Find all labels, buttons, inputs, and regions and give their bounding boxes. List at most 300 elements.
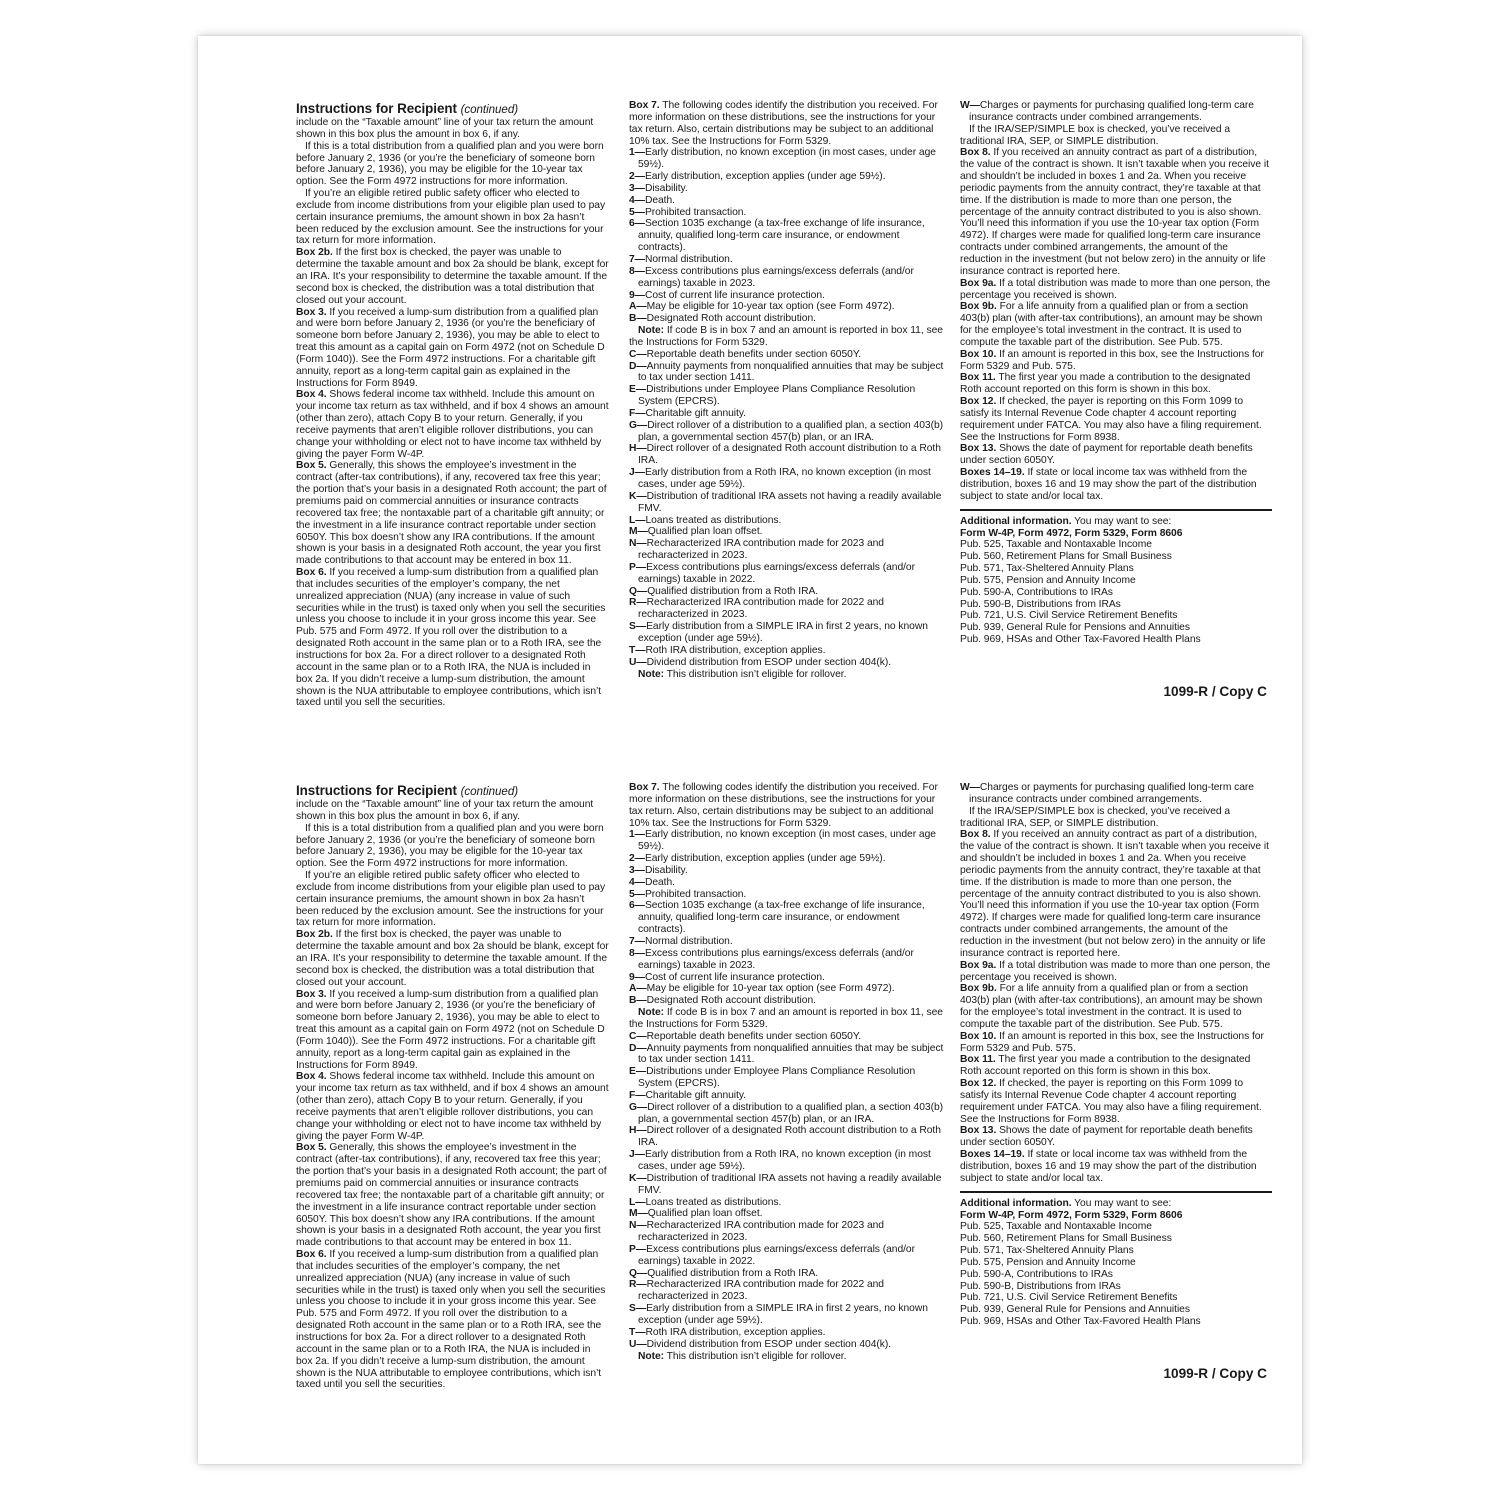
paragraph-label: Q— xyxy=(629,1267,648,1279)
paragraph-text: If you received an annuity contract as part of a distribution, the value of the contract is shown. It isn’t taxable when you receive it and shouldn’t be included in boxes 1 and 2a. When you receive periodic payments from the annuity contract, they’re taxable at that time. If the distribution is made to more than one person, the percentage of the annuity contract distributed to you is also shown. You’ll need this information if you use the 10-year tax option (Form 4972). If charges were made for qualified long-term care insurance contracts under combined arrangements, the amount of the reduction in the investment (but not below zero) in the annuity or life insurance contract is reported here. xyxy=(960,147,1269,277)
code-item xyxy=(629,1173,949,1197)
paragraph-text: For a life annuity from a qualified plan or from a section 403(b) plan (with after-tax contributions), an amount may be shown for the employee’s total investment in the contract. It is used to compute the taxable part of the distribution. See Pub. 575. xyxy=(960,301,1263,348)
paragraph-label: Box 2b. xyxy=(296,929,333,941)
code-item xyxy=(629,1220,949,1244)
code-item xyxy=(629,1197,949,1209)
instruction-paragraph xyxy=(296,117,609,141)
paragraph-label: 2— xyxy=(629,853,645,865)
paragraph-text: Loans treated as distributions. xyxy=(645,1196,782,1208)
code-item xyxy=(629,948,949,972)
paragraph-label: 3— xyxy=(629,864,645,876)
paragraph-text: Prohibited transaction. xyxy=(644,206,747,218)
instruction-paragraph xyxy=(296,1142,609,1249)
paragraph-text: The first year you made a contribution to the designated Roth account reported on this form is shown in this box. xyxy=(960,1054,1251,1078)
paragraph-text: Recharacterized IRA contribution made for 2022 and recharacterized in 2023. xyxy=(638,1279,884,1303)
paragraph-label: 5— xyxy=(629,206,645,218)
paragraph-text: Direct rollover of a designated Roth account distribution to a Roth IRA. xyxy=(638,1125,941,1149)
paragraph-label: W— xyxy=(960,782,980,793)
paragraph-text: This distribution isn’t eligible for rollover. xyxy=(664,668,847,680)
paragraph-text: Designated Roth account distribution. xyxy=(646,313,816,325)
paragraph-text: If you’re an eligible retired public safety officer who elected to exclude from income distributions from your eligible plan used to pay certain insurance premiums, the amount shown in box 2a hasn’t been reduced by the exclusion amount. See the instructions for your tax return for more information. xyxy=(296,870,606,929)
paragraph-label: N— xyxy=(629,1220,647,1232)
col3-paragraphs xyxy=(960,100,1272,503)
paragraph-text: Disability. xyxy=(644,182,688,194)
code-item xyxy=(629,420,949,444)
paragraph-text: Shows the date of payment for reportable death benefits under section 6050Y. xyxy=(960,1125,1253,1149)
instruction-paragraph xyxy=(629,1007,949,1031)
paragraph-label: 1— xyxy=(629,147,645,159)
code-item xyxy=(629,218,949,254)
instruction-paragraph xyxy=(296,460,609,567)
paragraph-text: Roth IRA distribution, exception applies. xyxy=(645,1326,826,1338)
instruction-paragraph xyxy=(296,247,609,306)
code-item xyxy=(629,147,949,171)
code-item xyxy=(629,586,949,598)
paragraph-label: E— xyxy=(629,1066,647,1078)
paragraph-text: If you received a lump-sum distribution from a qualified plan and were born before January 2, 1936 (or you’re the beneficiary of someone born before January 2, 1936), you may be able to elect to treat this amount as a capital gain on Form 4972 (not on Schedule D (Form 1040)). See the Form 4972 instructions. For a charitable gift annuity, report as a long-term capital gain as explained in the Instructions for Form 8949. xyxy=(296,988,605,1071)
paragraph-label: J— xyxy=(629,1149,645,1161)
instruction-paragraph xyxy=(296,307,609,390)
code-item xyxy=(629,1149,949,1173)
paragraph-label: 1— xyxy=(629,829,645,841)
paragraph-text: Cost of current life insurance protection. xyxy=(644,289,825,301)
instruction-paragraph xyxy=(629,782,949,829)
paragraph-label: Note: xyxy=(638,325,665,337)
paragraph-text: Direct rollover of a distribution to a qualified plan, a section 403(b) plan, a governmental section 457(b) plan, or an IRA. xyxy=(638,419,944,443)
code-item xyxy=(629,889,949,901)
paragraph-label: K— xyxy=(629,1172,647,1184)
paragraph-label: Box 13. xyxy=(960,443,997,455)
code-item xyxy=(629,515,949,527)
publication-item: Pub. 575, Pension and Annuity Income xyxy=(960,1256,1136,1268)
code-item xyxy=(629,1339,949,1351)
paragraph-text: The following codes identify the distribution you received. For more information on these distributions, see the instructions for your tax return. Also, certain distributions may be subject to an additional 10% tax. See the Instructions for Form 5329. xyxy=(629,100,938,147)
publication-item: Pub. 590-B, Distributions from IRAs xyxy=(960,1280,1121,1292)
code-item xyxy=(629,384,949,408)
paragraph-label: A— xyxy=(629,301,647,313)
paragraph-text: Death. xyxy=(644,876,675,888)
paragraph-text: Charges or payments for purchasing qualified long-term care insurance contracts under combined arrangements. xyxy=(969,782,1254,805)
code-item xyxy=(629,491,949,515)
paragraph-text: If you received a lump-sum distribution from a qualified plan that includes securities of the employer’s company, the net unrealized appreciation (NUA) (any increase in value of such securities while in the trust) is taxed only when you sell the securities unless you choose to include it in your gross income this year. See Pub. 575 and Form 4972. If you roll over the distribution to a designated Roth account in the same plan or to a Roth IRA, see the instructions for box 2a. For a direct rollover to a designated Roth account in the same plan or to a Roth IRA, the NUA is included in box 2a. If you didn’t receive a lump-sum distribution, the amount shown is the NUA attributable to employee contributions, which isn’t taxed until you sell the securities. xyxy=(296,1249,606,1391)
paragraph-label: L— xyxy=(629,1196,646,1208)
paragraph-label: Box 9b. xyxy=(960,983,997,995)
instruction-paragraph xyxy=(960,147,1272,277)
instruction-paragraph xyxy=(296,989,609,1072)
divider-rule xyxy=(960,509,1272,511)
paragraph-text: If an amount is reported in this box, see the Instructions for Form 5329 and Pub. 575. xyxy=(960,1030,1264,1054)
paragraph-text: Early distribution, no known exception (in most cases, under age 59½). xyxy=(638,147,936,171)
additional-info xyxy=(960,1198,1272,1210)
section-heading xyxy=(296,101,609,117)
code-item xyxy=(629,1043,949,1067)
code-item xyxy=(629,597,949,621)
paragraph-label: N— xyxy=(629,538,647,550)
code-item xyxy=(629,538,949,562)
instruction-paragraph xyxy=(960,278,1272,302)
publication-item: Pub. 590-A, Contributions to IRAs xyxy=(960,586,1113,598)
instruction-paragraph xyxy=(296,870,609,929)
paragraph-text: If you received an annuity contract as part of a distribution, the value of the contract is shown. It isn’t taxable when you receive it and shouldn’t be included in boxes 1 and 2a. When you receive periodic payments from the annuity contract, they’re taxable at that time. If the distribution is made to more than one person, the percentage of the annuity contract distributed to you is also shown. You’ll need this information if you use the 10-year tax option (Form 4972). If charges were made for qualified long-term care insurance contracts under combined arrangements, the amount of the reduction in the investment (but not below zero) in the annuity or life insurance contract is reported here. xyxy=(960,829,1269,959)
paragraph-label: Box 6. xyxy=(296,1249,327,1261)
instruction-paragraph xyxy=(960,1054,1272,1078)
additional-info-label: Additional information. xyxy=(960,515,1072,527)
paragraph-text: Charges or payments for purchasing qualified long-term care insurance contracts under combined arrangements. xyxy=(969,100,1254,123)
paragraph-label: C— xyxy=(629,1030,647,1042)
paragraph-text: If checked, the payer is reporting on this Form 1099 to satisfy its Internal Revenue Code chapter 4 account reporting requirement under FATCA. You may also have a filing requirement. See the Instructions for Form 8938. xyxy=(960,1078,1262,1125)
paragraph-text: Shows federal income tax withheld. Include this amount on your income tax return as tax withheld, and if box 4 shows an amount (other than zero), attach Copy B to your return. Generally, if you receive payments that aren’t eligible rollover distributions, you can change your withholding or elect not to have income tax withheld by giving the payer Form W-4P. xyxy=(296,389,609,460)
paragraph-label: H— xyxy=(629,1125,647,1137)
paragraph-label: Box 5. xyxy=(296,1142,327,1154)
instruction-paragraph xyxy=(296,141,609,188)
code-item xyxy=(629,877,949,889)
publication-item: Pub. 575, Pension and Annuity Income xyxy=(960,574,1136,586)
col1-paragraphs xyxy=(296,117,609,709)
column-right xyxy=(960,782,1272,1328)
paragraph-text: Excess contributions plus earnings/excess deferrals (and/or earnings) taxable in 2023. xyxy=(638,947,914,971)
paragraph-label: 2— xyxy=(629,171,645,183)
paragraph-text: Early distribution, no known exception (in most cases, under age 59½). xyxy=(638,829,936,853)
paragraph-text: Reportable death benefits under section 6050Y. xyxy=(646,1030,862,1042)
code-item xyxy=(629,1090,949,1102)
form-sheet xyxy=(198,36,1302,1464)
instruction-paragraph xyxy=(960,396,1272,443)
paragraph-text: If state or local income tax was withheld from the distribution, boxes 16 and 19 may show the part of the distribution subject to state and/or local tax. xyxy=(960,467,1257,502)
col2-paragraphs xyxy=(629,782,949,1362)
paragraph-text: If you received a lump-sum distribution from a qualified plan and were born before January 2, 1936 (or you’re the beneficiary of someone born before January 2, 1936), you may be able to elect to treat this amount as a capital gain on Form 4972 (not on Schedule D (Form 1040)). See the Form 4972 instructions. For a charitable gift annuity, report as a long-term capital gain as explained in the Instructions for Form 8949. xyxy=(296,306,605,389)
paragraph-label: L— xyxy=(629,514,646,526)
paragraph-text: If you’re an eligible retired public safety officer who elected to exclude from income distributions from your eligible plan used to pay certain insurance premiums, the amount shown in box 2a hasn’t been reduced by the exclusion amount. See the instructions for your tax return for more information. xyxy=(296,188,606,247)
paragraph-text: The first year you made a contribution to the designated Roth account reported on this form is shown in this box. xyxy=(960,372,1251,396)
paragraph-label: Note: xyxy=(638,668,665,680)
instruction-paragraph xyxy=(960,467,1272,503)
code-item xyxy=(629,972,949,984)
paragraph-text: Excess contributions plus earnings/excess deferrals (and/or earnings) taxable in 2022. xyxy=(638,561,915,585)
paragraph-label: C— xyxy=(629,348,647,360)
paragraph-label: Box 11. xyxy=(960,1054,996,1066)
paragraph-text: Distributions under Employee Plans Compliance Resolution System (EPCRS). xyxy=(638,384,916,408)
code-item xyxy=(629,443,949,467)
publication-item: Pub. 525, Taxable and Nontaxable Income xyxy=(960,1221,1152,1233)
publication-item: Pub. 939, General Rule for Pensions and Annuities xyxy=(960,1304,1190,1316)
code-item xyxy=(629,1279,949,1303)
paragraph-text: Early distribution, exception applies (under age 59½). xyxy=(644,171,886,183)
code-item xyxy=(629,1303,949,1327)
publications-list xyxy=(960,1221,1272,1328)
instruction-paragraph xyxy=(296,1249,609,1391)
paragraph-text: Reportable death benefits under section 6050Y. xyxy=(646,348,862,360)
code-item xyxy=(629,290,949,302)
paragraph-label: 9— xyxy=(629,971,645,983)
col3-paragraphs xyxy=(960,782,1272,1185)
paragraph-label: P— xyxy=(629,561,647,573)
paragraph-text: Generally, this shows the employee’s investment in the contract (after-tax contributions), if any, recovered tax free this year; the portion that’s your basis in a designated Roth account; the part of premiums paid on commercial annuities or insurance contracts recovered tax free; the nontaxable part of a charitable gift annuity; or the investment in a life insurance contract reportable under section 6050Y. This box doesn’t show any IRA contributions. If the amount shown is your basis in a designated Roth account, the year you first made contributions to that account may be entered in box 11. xyxy=(296,1142,607,1249)
paragraph-text: Distributions under Employee Plans Compliance Resolution System (EPCRS). xyxy=(638,1066,916,1090)
publication-item: Pub. 560, Retirement Plans for Small Business xyxy=(960,1233,1172,1245)
forms-line: Form W-4P, Form 4972, Form 5329, Form 8606 xyxy=(960,527,1183,539)
paragraph-label: M— xyxy=(629,526,648,538)
paragraph-label: Note: xyxy=(638,1007,665,1019)
paragraph-text: Section 1035 exchange (a tax-free exchange of life insurance, annuity, qualified long-term care insurance, or endowment contracts). xyxy=(638,900,925,936)
paragraph-text: If the first box is checked, the payer was unable to determine the taxable amount and box 2a should be blank, except for an IRA. It’s your responsibility to determine the taxable amount. If the second box is checked, the distribution was a total distribution that closed out your account. xyxy=(296,247,609,306)
heading-continued: (continued) xyxy=(460,103,519,116)
code-item xyxy=(629,254,949,266)
paragraph-label: 6— xyxy=(629,900,645,912)
paragraph-label: Box 6. xyxy=(296,567,327,579)
paragraph-label: F— xyxy=(629,407,646,419)
instruction-paragraph xyxy=(960,829,1272,959)
code-item xyxy=(629,865,949,877)
code-item xyxy=(629,1102,949,1126)
instruction-paragraph xyxy=(629,325,949,349)
paragraph-text: If this is a total distribution from a qualified plan and you were born before January 2, 1936 (or you’re the beneficiary of someone born before January 2, 1936), you may be eligible for the 10-year tax option. See the Form 4972 instructions for more information. xyxy=(296,140,604,188)
instruction-paragraph xyxy=(960,124,1272,148)
column-left xyxy=(296,100,609,709)
code-item xyxy=(629,983,949,995)
paragraph-text: include on the “Taxable amount” line of your tax return the amount shown in this box plus the amount in box 6, if any. xyxy=(296,117,594,140)
paragraph-text: Early distribution from a Roth IRA, no known exception (in most cases, under age 59½). xyxy=(638,1149,931,1172)
instruction-paragraph xyxy=(960,372,1272,396)
paragraph-label: J— xyxy=(629,467,645,479)
paragraph-label: G— xyxy=(629,419,648,431)
code-item xyxy=(629,936,949,948)
paragraph-label: 8— xyxy=(629,947,645,959)
paragraph-text: For a life annuity from a qualified plan or from a section 403(b) plan (with after-tax contributions), an amount may be shown for the employee’s total investment in the contract. It is used to compute the taxable part of the distribution. See Pub. 575. xyxy=(960,983,1263,1030)
paragraph-text: If code B is in box 7 and an amount is reported in box 11, see the Instructions for Form 5329. xyxy=(629,325,943,348)
section-heading xyxy=(296,783,609,799)
paragraph-text: Dividend distribution from ESOP under section 404(k). xyxy=(646,1338,892,1350)
paragraph-label: Box 10. xyxy=(960,348,997,360)
instruction-paragraph xyxy=(296,567,609,709)
paragraph-label: 7— xyxy=(629,253,645,265)
paragraph-text: Annuity payments from nonqualified annuities that may be subject to tax under section 1411. xyxy=(638,360,944,384)
paragraph-label: Box 2b. xyxy=(296,247,333,259)
instruction-paragraph xyxy=(296,188,609,247)
code-item xyxy=(629,657,949,669)
publication-item: Pub. 590-A, Contributions to IRAs xyxy=(960,1268,1113,1280)
paragraph-label: Note: xyxy=(638,1350,665,1362)
publication-item: Pub. 969, HSAs and Other Tax-Favored Health Plans xyxy=(960,1316,1201,1328)
paragraph-label: Box 10. xyxy=(960,1030,997,1042)
paragraph-text: Excess contributions plus earnings/excess deferrals (and/or earnings) taxable in 2022. xyxy=(638,1243,915,1267)
paragraph-label: A— xyxy=(629,983,647,995)
paragraph-text: Direct rollover of a designated Roth account distribution to a Roth IRA. xyxy=(638,443,941,467)
paragraph-text: Early distribution from a SIMPLE IRA in first 2 years, no known exception (under age 59½). xyxy=(638,621,928,644)
paragraph-text: Prohibited transaction. xyxy=(644,888,747,900)
paragraph-text: If this is a total distribution from a qualified plan and you were born before January 2, 1936 (or you’re the beneficiary of someone born before January 2, 1936), you may be eligible for the 10-year tax option. See the Form 4972 instructions for more information. xyxy=(296,822,604,870)
instruction-paragraph xyxy=(629,669,949,681)
paragraph-label: U— xyxy=(629,1338,647,1350)
divider-rule xyxy=(960,1191,1272,1193)
code-item xyxy=(629,900,949,936)
paragraph-text: Qualified plan loan offset. xyxy=(647,1208,763,1220)
code-item xyxy=(629,1327,949,1339)
heading-title: Instructions for Recipient xyxy=(296,101,457,116)
code-item xyxy=(629,207,949,219)
copy-label: 1099-R / Copy C xyxy=(1163,1366,1267,1381)
instruction-paragraph xyxy=(960,1149,1272,1185)
paragraph-label: P— xyxy=(629,1243,647,1255)
publication-item: Pub. 525, Taxable and Nontaxable Income xyxy=(960,539,1152,551)
paragraph-text: Early distribution from a SIMPLE IRA in first 2 years, no known exception (under age 59½). xyxy=(638,1303,928,1326)
column-middle xyxy=(629,782,949,1362)
code-item xyxy=(629,645,949,657)
paragraph-text: May be eligible for 10-year tax option (see Form 4972). xyxy=(646,301,895,313)
instruction-paragraph xyxy=(296,389,609,460)
publication-item: Pub. 969, HSAs and Other Tax-Favored Health Plans xyxy=(960,634,1201,646)
paragraph-text: May be eligible for 10-year tax option (see Form 4972). xyxy=(646,983,895,995)
paragraph-label: T— xyxy=(629,644,646,656)
code-item xyxy=(629,301,949,313)
paragraph-text: Cost of current life insurance protection. xyxy=(644,971,825,983)
publication-item: Pub. 590-B, Distributions from IRAs xyxy=(960,598,1121,610)
code-item xyxy=(629,1208,949,1220)
additional-info-label: Additional information. xyxy=(960,1197,1072,1209)
code-item xyxy=(629,183,949,195)
paragraph-text: If the IRA/SEP/SIMPLE box is checked, you’ve received a traditional IRA, SEP, or SIMPLE distribution. xyxy=(960,123,1231,147)
instruction-paragraph xyxy=(960,443,1272,467)
instruction-paragraph xyxy=(960,1031,1272,1055)
paragraph-text: Distribution of traditional IRA assets not having a readily available FMV. xyxy=(638,490,942,514)
paragraph-label: Box 9a. xyxy=(960,959,997,971)
paragraph-label: Box 8. xyxy=(960,147,991,159)
instruction-paragraph xyxy=(960,349,1272,373)
paragraph-label: Box 4. xyxy=(296,389,327,401)
paragraph-label: W— xyxy=(960,100,980,111)
paragraph-text: If checked, the payer is reporting on this Form 1099 to satisfy its Internal Revenue Code chapter 4 account reporting requirement under FATCA. You may also have a filing requirement. See the Instructions for Form 8938. xyxy=(960,396,1262,443)
paragraph-text: Early distribution, exception applies (under age 59½). xyxy=(644,853,886,865)
paragraph-text: This distribution isn’t eligible for rollover. xyxy=(664,1350,847,1362)
paragraph-label: D— xyxy=(629,1042,647,1054)
paragraph-text: If a total distribution was made to more than one person, the percentage you received is shown. xyxy=(960,277,1271,301)
paragraph-text: Qualified distribution from a Roth IRA. xyxy=(647,585,819,597)
additional-info-text: You may want to see: xyxy=(1071,1197,1172,1209)
paragraph-label: Box 12. xyxy=(960,396,997,408)
forms-line: Form W-4P, Form 4972, Form 5329, Form 8606 xyxy=(960,1209,1183,1221)
paragraph-text: Roth IRA distribution, exception applies. xyxy=(645,644,826,656)
code-item xyxy=(960,100,1272,124)
paragraph-label: 4— xyxy=(629,194,645,206)
publication-item: Pub. 721, U.S. Civil Service Retirement Benefits xyxy=(960,1292,1178,1304)
column-middle xyxy=(629,100,949,680)
paragraph-label: Box 11. xyxy=(960,372,996,384)
paragraph-label: B— xyxy=(629,995,647,1007)
column-right xyxy=(960,100,1272,646)
code-item xyxy=(629,361,949,385)
code-item xyxy=(629,621,949,645)
instruction-paragraph xyxy=(960,960,1272,984)
code-item xyxy=(629,195,949,207)
paragraph-text: If a total distribution was made to more than one person, the percentage you received is shown. xyxy=(960,959,1271,983)
paragraph-label: Boxes 14–19. xyxy=(960,467,1025,479)
paragraph-text: If the IRA/SEP/SIMPLE box is checked, you’ve received a traditional IRA, SEP, or SIMPLE distribution. xyxy=(960,805,1231,829)
heading-continued: (continued) xyxy=(460,785,519,798)
code-item xyxy=(629,266,949,290)
instruction-paragraph xyxy=(629,1351,949,1363)
paragraph-label: 3— xyxy=(629,182,645,194)
paragraph-label: Box 13. xyxy=(960,1125,997,1137)
paragraph-text: If an amount is reported in this box, see the Instructions for Form 5329 and Pub. 575. xyxy=(960,348,1264,372)
paragraph-text: If code B is in box 7 and an amount is reported in box 11, see the Instructions for Form 5329. xyxy=(629,1007,943,1030)
instruction-paragraph xyxy=(296,799,609,823)
form-copy-bottom xyxy=(296,782,1272,1422)
paragraph-label: S— xyxy=(629,621,647,633)
paragraph-text: If state or local income tax was withheld from the distribution, boxes 16 and 19 may show the part of the distribution subject to state and/or local tax. xyxy=(960,1149,1257,1184)
paragraph-label: 8— xyxy=(629,265,645,277)
paragraph-text: Annuity payments from nonqualified annuities that may be subject to tax under section 1411. xyxy=(638,1042,944,1066)
paragraph-text: Normal distribution. xyxy=(644,253,733,265)
paragraph-text: Qualified plan loan offset. xyxy=(647,526,763,538)
additional-info xyxy=(960,516,1272,528)
instruction-paragraph xyxy=(629,100,949,147)
instruction-paragraph xyxy=(296,1071,609,1142)
paragraph-label: B— xyxy=(629,313,647,325)
code-item xyxy=(629,1244,949,1268)
paragraph-label: G— xyxy=(629,1101,648,1113)
code-item xyxy=(629,408,949,420)
paragraph-label: Box 7. xyxy=(629,782,660,793)
paragraph-text: Recharacterized IRA contribution made for 2022 and recharacterized in 2023. xyxy=(638,597,884,621)
paragraph-text: Designated Roth account distribution. xyxy=(646,995,816,1007)
paragraph-text: Distribution of traditional IRA assets not having a readily available FMV. xyxy=(638,1172,942,1196)
instruction-paragraph xyxy=(960,301,1272,348)
code-item xyxy=(629,995,949,1007)
instruction-paragraph xyxy=(960,983,1272,1030)
publication-item: Pub. 571, Tax-Sheltered Annuity Plans xyxy=(960,1245,1134,1257)
publication-item: Pub. 939, General Rule for Pensions and Annuities xyxy=(960,622,1190,634)
paragraph-label: M— xyxy=(629,1208,648,1220)
paragraph-label: T— xyxy=(629,1326,646,1338)
code-item xyxy=(629,313,949,325)
paragraph-label: Box 9a. xyxy=(960,277,997,289)
paragraph-text: Shows the date of payment for reportable death benefits under section 6050Y. xyxy=(960,443,1253,467)
paragraph-text: Shows federal income tax withheld. Include this amount on your income tax return as tax withheld, and if box 4 shows an amount (other than zero), attach Copy B to your return. Generally, if you receive payments that aren’t eligible rollover distributions, you can change your withholding or elect not to have income tax withheld by giving the payer Form W-4P. xyxy=(296,1071,609,1142)
paragraph-label: Box 7. xyxy=(629,100,660,111)
paragraph-label: 9— xyxy=(629,289,645,301)
paragraph-text: Normal distribution. xyxy=(644,935,733,947)
instruction-paragraph xyxy=(960,1078,1272,1125)
publication-item: Pub. 571, Tax-Sheltered Annuity Plans xyxy=(960,563,1134,575)
heading-title: Instructions for Recipient xyxy=(296,783,457,798)
column-left xyxy=(296,782,609,1391)
publication-item: Pub. 560, Retirement Plans for Small Business xyxy=(960,551,1172,563)
paragraph-text: Generally, this shows the employee’s investment in the contract (after-tax contributions), if any, recovered tax free this year; the portion that’s your basis in a designated Roth account; the part of premiums paid on commercial annuities or insurance contracts recovered tax free; the nontaxable part of a charitable gift annuity; or the investment in a life insurance contract reportable under section 6050Y. This box doesn’t show any IRA contributions. If the amount shown is your basis in a designated Roth account, the year you first made contributions to that account may be entered in box 11. xyxy=(296,460,607,567)
paragraph-label: Box 4. xyxy=(296,1071,327,1083)
paragraph-text: If you received a lump-sum distribution from a qualified plan that includes securities of the employer’s company, the net unrealized appreciation (NUA) (any increase in value of such securities while in the trust) is taxed only when you sell the securities unless you choose to include it in your gross income this year. See Pub. 575 and Form 4972. If you roll over the distribution to a designated Roth account in the same plan or to a Roth IRA, see the instructions for box 2a. For a direct rollover to a designated Roth account in the same plan or to a Roth IRA, the NUA is included in box 2a. If you didn’t receive a lump-sum distribution, the amount shown is the NUA attributable to employee contributions, which isn’t taxed until you sell the securities. xyxy=(296,567,606,709)
paragraph-label: Box 5. xyxy=(296,460,327,472)
code-item xyxy=(629,1268,949,1280)
paragraph-label: Box 12. xyxy=(960,1078,997,1090)
col2-paragraphs xyxy=(629,100,949,680)
paragraph-label: H— xyxy=(629,443,647,455)
instruction-paragraph xyxy=(960,1125,1272,1149)
paragraph-label: Box 3. xyxy=(296,988,327,1000)
code-item xyxy=(629,1066,949,1090)
paragraph-label: Box 3. xyxy=(296,306,327,318)
instruction-paragraph xyxy=(960,806,1272,830)
code-item xyxy=(629,1031,949,1043)
paragraph-label: Boxes 14–19. xyxy=(960,1149,1025,1161)
paragraph-text: The following codes identify the distribution you received. For more information on these distributions, see the instructions for your tax return. Also, certain distributions may be subject to an additional 10% tax. See the Instructions for Form 5329. xyxy=(629,782,938,829)
paragraph-text: Dividend distribution from ESOP under section 404(k). xyxy=(646,656,892,668)
paragraph-label: D— xyxy=(629,360,647,372)
code-item xyxy=(960,782,1272,806)
paragraph-text: Loans treated as distributions. xyxy=(645,514,782,526)
paragraph-text: include on the “Taxable amount” line of your tax return the amount shown in this box plus the amount in box 6, if any. xyxy=(296,799,594,822)
paragraph-text: Death. xyxy=(644,194,675,206)
paragraph-label: R— xyxy=(629,597,647,609)
paragraph-label: Box 9b. xyxy=(960,301,997,313)
